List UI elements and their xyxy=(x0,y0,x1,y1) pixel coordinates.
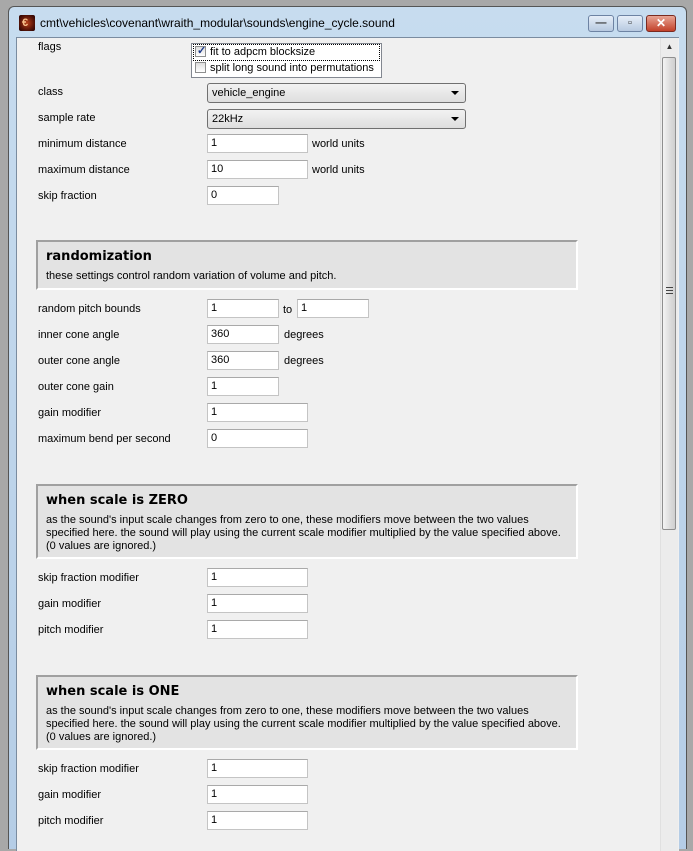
scale-zero-section-header xyxy=(36,484,578,559)
flag-label: split long sound into permutations xyxy=(210,62,374,74)
tag-editor-panel xyxy=(16,37,679,851)
inner-cone-angle-label: inner cone angle xyxy=(38,329,120,341)
close-icon: ✕ xyxy=(655,16,667,30)
section-title: randomization xyxy=(46,249,152,264)
checkmark-icon: ✓ xyxy=(197,45,207,57)
flag-split-long-sound[interactable] xyxy=(194,61,379,76)
gain-modifier-label: gain modifier xyxy=(38,407,101,419)
sample-rate-label: sample rate xyxy=(38,112,96,124)
outer-cone-gain-label: outer cone gain xyxy=(38,381,114,393)
maximum-bend-per-second-label: maximum bend per second xyxy=(38,433,171,445)
maximum-distance-input[interactable]: 10 xyxy=(207,160,308,179)
zero-gain-modifier-label: gain modifier xyxy=(38,598,101,610)
flag-fit-to-adpcm-blocksize[interactable] xyxy=(194,45,379,60)
zero-skip-fraction-modifier-input[interactable]: 1 xyxy=(207,568,308,587)
minimize-icon: — xyxy=(595,17,607,29)
minimum-distance-unit: world units xyxy=(312,138,365,150)
checkbox[interactable] xyxy=(195,46,206,57)
sample-rate-value: 22kHz xyxy=(212,113,244,125)
skip-fraction-input[interactable]: 0 xyxy=(207,186,279,205)
one-gain-modifier-label: gain modifier xyxy=(38,789,101,801)
section-description: as the sound's input scale changes from zero to one, these modifiers move between the two values specified here. the sound will play using the current scale modifier multiplied by the value specified above. (0 values are ignored.) xyxy=(46,514,561,552)
zero-skip-fraction-modifier-label: skip fraction modifier xyxy=(38,572,139,584)
app-icon: € xyxy=(19,15,35,31)
class-value: vehicle_engine xyxy=(212,87,286,99)
outer-cone-angle-input[interactable]: 360 xyxy=(207,351,279,370)
maximum-distance-label: maximum distance xyxy=(38,164,130,176)
random-pitch-max-input[interactable]: 1 xyxy=(297,299,369,318)
title-bar[interactable] xyxy=(9,7,686,39)
maximum-bend-per-second-input[interactable]: 0 xyxy=(207,429,308,448)
random-pitch-bounds-label: random pitch bounds xyxy=(38,303,141,315)
section-description: as the sound's input scale changes from zero to one, these modifiers move between the two values specified here. the sound will play using the current scale modifier multiplied by the value specified above. (0 values are ignored.) xyxy=(46,705,561,743)
zero-gain-modifier-input[interactable]: 1 xyxy=(207,594,308,613)
flags-label: flags xyxy=(38,41,62,53)
section-title: when scale is ZERO xyxy=(46,493,188,508)
editor-window xyxy=(8,6,687,849)
sample-rate-dropdown[interactable] xyxy=(207,109,466,129)
minimum-distance-input[interactable]: 1 xyxy=(207,134,308,153)
grip-icon xyxy=(666,287,673,296)
flag-label: fit to adpcm blocksize xyxy=(210,46,316,58)
to-label: to xyxy=(283,304,293,316)
scrollbar-thumb[interactable] xyxy=(662,57,676,530)
maximize-button[interactable] xyxy=(617,15,643,32)
window-title: cmt\vehicles\covenant\wraith_modular\sounds\engine_cycle.sound xyxy=(40,16,395,30)
class-dropdown[interactable] xyxy=(207,83,466,103)
inner-cone-angle-input[interactable]: 360 xyxy=(207,325,279,344)
scale-one-section-header xyxy=(36,675,578,750)
close-button[interactable] xyxy=(646,15,676,32)
random-pitch-min-input[interactable]: 1 xyxy=(207,299,279,318)
minimize-button[interactable] xyxy=(588,15,614,32)
inner-cone-angle-unit: degrees xyxy=(284,329,324,341)
zero-pitch-modifier-input[interactable]: 1 xyxy=(207,620,308,639)
maximum-distance-unit: world units xyxy=(312,164,365,176)
chevron-down-icon xyxy=(451,117,459,121)
section-title: when scale is ONE xyxy=(46,684,180,699)
one-skip-fraction-modifier-input[interactable]: 1 xyxy=(207,759,308,778)
maximize-icon: ▫ xyxy=(628,17,632,29)
checkbox[interactable] xyxy=(195,62,206,73)
one-gain-modifier-input[interactable]: 1 xyxy=(207,785,308,804)
randomization-section-header xyxy=(36,240,578,290)
gain-modifier-input[interactable]: 1 xyxy=(207,403,308,422)
section-description: these settings control random variation of volume and pitch. xyxy=(46,270,337,282)
skip-fraction-label: skip fraction xyxy=(38,190,97,202)
minimum-distance-label: minimum distance xyxy=(38,138,127,150)
one-pitch-modifier-label: pitch modifier xyxy=(38,815,104,827)
one-pitch-modifier-input[interactable]: 1 xyxy=(207,811,308,830)
class-label: class xyxy=(38,86,64,98)
chevron-down-icon xyxy=(451,91,459,95)
outer-cone-gain-input[interactable]: 1 xyxy=(207,377,279,396)
flags-list xyxy=(191,43,382,78)
one-skip-fraction-modifier-label: skip fraction modifier xyxy=(38,763,139,775)
outer-cone-angle-label: outer cone angle xyxy=(38,355,120,367)
scroll-up-arrow-icon[interactable]: ▲ xyxy=(665,42,674,51)
outer-cone-angle-unit: degrees xyxy=(284,355,324,367)
vertical-scrollbar[interactable] xyxy=(660,38,678,851)
zero-pitch-modifier-label: pitch modifier xyxy=(38,624,104,636)
